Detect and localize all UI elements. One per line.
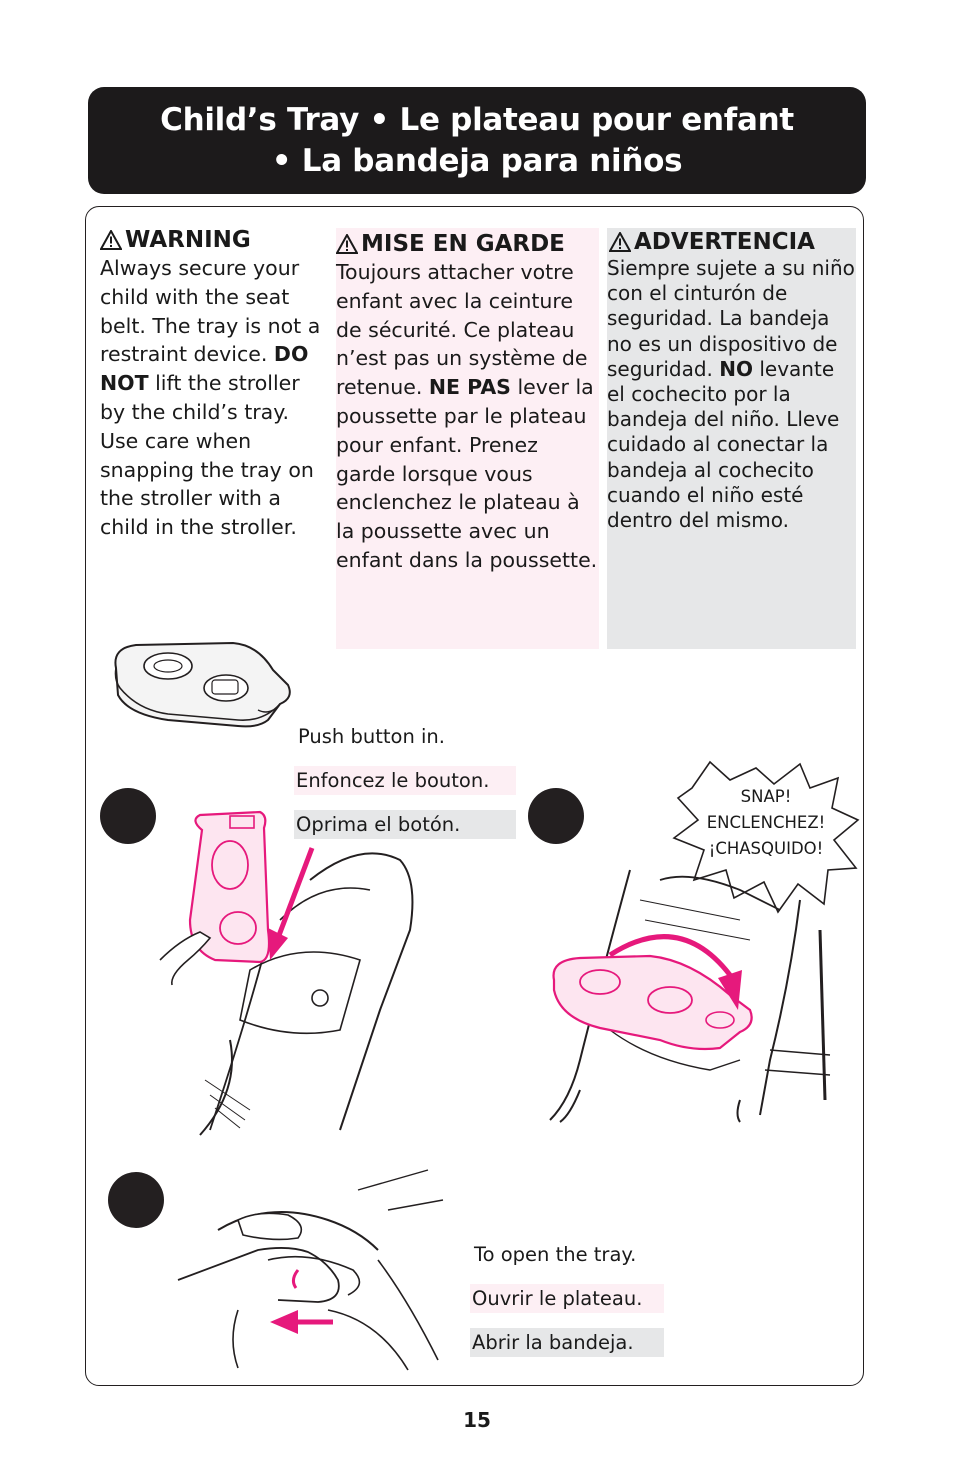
- page-title-line-1: Child’s Tray • Le plateau pour enfant: [160, 101, 794, 138]
- warning-es-heading-text: ADVERTENCIA: [634, 229, 815, 255]
- warning-en-heading: [100, 226, 330, 254]
- warning-es-heading: [609, 228, 856, 256]
- step1-illustration: [160, 810, 420, 1140]
- warning-fr-text-1: Toujours attacher votre enfant avec la ceinture de sécurité. Ce plateau n’est pas un système de retenue.: [336, 260, 588, 400]
- warning-es-text-1: Siempre sujete a su niño con el cinturón de seguridad. La bandeja no es un dispositivo de seguridad.: [607, 256, 855, 381]
- snap-text-fr: ENCLENCHEZ!: [706, 813, 826, 832]
- step3-caption-es: Abrir la bandeja.: [470, 1328, 664, 1357]
- warning-triangle-icon: [336, 234, 358, 254]
- warning-triangle-icon: [609, 232, 631, 252]
- step3-caption-fr: Ouvrir le plateau.: [470, 1284, 664, 1313]
- warning-fr-heading: [336, 230, 599, 258]
- page-number: 15: [463, 1408, 491, 1432]
- snap-text: [692, 784, 840, 862]
- step2-illustration: [540, 860, 840, 1125]
- step-3-marker: [108, 1172, 164, 1228]
- warning-es-text-2: levante el cochecito por la bandeja del niño. Lleve cuidado al conectar la bandeja al cochecito cuando el niño esté dentro del mismo.: [607, 356, 840, 533]
- step3-caption-en: To open the tray.: [474, 1243, 637, 1266]
- warning-en-heading-text: WARNING: [125, 227, 251, 253]
- warning-fr-text-2: lever la poussette par le plateau pour enfant. Prenez garde lorsque vous enclenchez le plateau à la poussette avec un enfant dans la poussette.: [336, 375, 598, 572]
- warning-fr-heading-text: MISE EN GARDE: [361, 231, 565, 257]
- step-2-marker: [528, 788, 584, 844]
- warning-en-text-1: Always secure your child with the seat belt. The tray is not a restraint device.: [100, 256, 321, 367]
- warning-es-emphasis: NO: [719, 356, 753, 381]
- snap-text-en: SNAP!: [740, 787, 792, 806]
- warning-en: [100, 226, 330, 542]
- title-bar: [88, 87, 866, 194]
- warning-en-body: [100, 254, 330, 542]
- warning-fr-emphasis: NE PAS: [428, 375, 511, 400]
- tray-illustration: [108, 640, 293, 730]
- warning-en-text-2: lift the stroller by the child’s tray. Use care when snapping the tray on the stroller with a child in the stroller.: [100, 371, 314, 540]
- step3-illustration: [178, 1170, 448, 1370]
- warning-fr: [336, 228, 599, 649]
- warning-triangle-icon: [100, 230, 122, 250]
- step1-caption-en: Push button in.: [298, 725, 445, 748]
- page-title-line-2: • La bandeja para niños: [271, 142, 683, 179]
- warning-en-emphasis: DO NOT: [100, 342, 309, 396]
- step1-caption-es: Oprima el botón.: [294, 810, 516, 839]
- warning-es-body: [607, 256, 856, 533]
- step-1-marker: [100, 788, 156, 844]
- snap-text-es: ¡CHASQUIDO!: [708, 839, 824, 858]
- warning-es: [607, 228, 856, 649]
- step1-caption-fr: Enfoncez le bouton.: [294, 766, 516, 795]
- warning-fr-body: [336, 258, 599, 575]
